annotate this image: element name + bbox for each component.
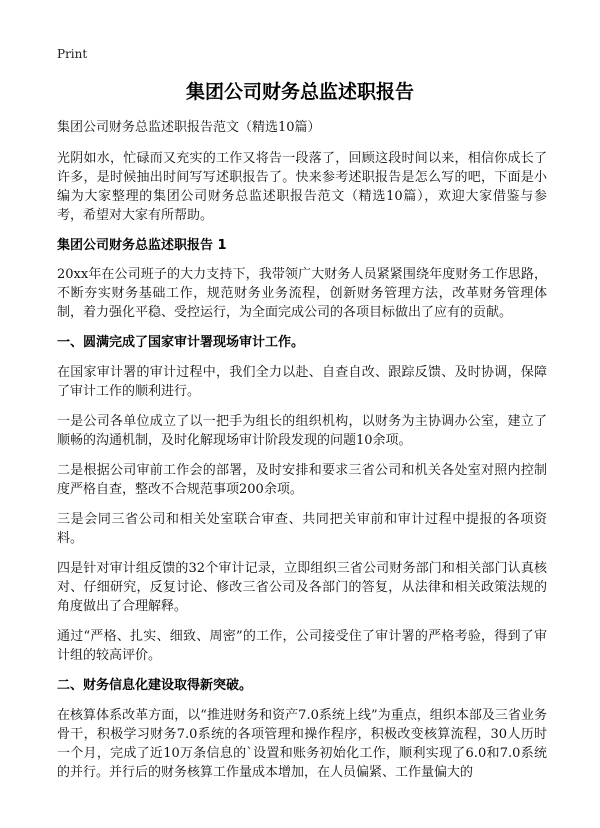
section2-paragraph: 在核算体系改革方面，以“推进财务和资产7.0系统上线”为重点，组织本部及三省业务骨干，积极学习财务7.0系统的各项管理和操作程序，积极改变核算流程，30人历时一个月，完成了近10万条信息的`设置和账务初始化工作，顺利实现了6.0和7.0系统的并行。并行后的财务核算工作量成本增加，在人员偏紧、工作量偏大的 <box>57 708 547 780</box>
section1-paragraph: 三是会同三省公司和相关处室联合审查、共同把关审前和审计过程中提报的各项资料。 <box>57 512 547 546</box>
print-link[interactable]: Print <box>57 47 88 61</box>
document-body <box>57 118 547 793</box>
section1-paragraph: 四是针对审计组反馈的32个审计记录，立即组织三省公司财务部门和相关部门认真核对、仔细研究，反复讨论、修改三省公司及各部门的答复，从法律和相关政策法规的角度做出了合理解释。 <box>57 561 547 614</box>
section1-paragraph: 一是公司各单位成立了以一把手为组长的组织机构，以财务为主协调办公室，建立了顺畅的沟通机制，及时化解现场审计阶段发现的问题10余项。 <box>57 414 547 448</box>
document-subtitle: 集团公司财务总监述职报告范文（精选10篇） <box>57 120 321 135</box>
report-heading: 集团公司财务总监述职报告 1 <box>57 238 227 253</box>
section-heading-informatization: 二、财务信息化建设取得新突破。 <box>57 678 253 693</box>
section1-paragraph: 通过“严格、扎实、细致、周密”的工作，公司接受住了审计署的严格考验，得到了审计组的较高评价。 <box>57 629 547 663</box>
section1-paragraph: 二是根据公司审前工作会的部署，及时安排和要求三省公司和机关各处室对照内控制度严格自查，整改不合规范事项200余项。 <box>57 463 547 497</box>
page-title: 集团公司财务总监述职报告 <box>185 81 414 103</box>
intro-paragraph: 光阴如水，忙碌而又充实的工作又将告一段落了，回顾这段时间以来，相信你成长了许多，是时候抽出时间写写述职报告了。快来参考述职报告是怎么写的吧，下面是小编为大家整理的集团公司财务总监述职报告范文（精选10篇），欢迎大家借鉴与参考，希望对大家有所帮助。 <box>57 151 547 223</box>
section1-paragraph: 在国家审计署的审计过程中，我们全力以赴、自查自改、跟踪反馈、及时协调，保障了审计工作的顺利进行。 <box>57 365 547 399</box>
opening-paragraph: 20xx年在公司班子的大力支持下，我带领广大财务人员紧紧围绕年度财务工作思路，不断夯实财务基础工作，规范财务业务流程，创新财务管理方法，改革财务管理体制，着力强化平稳、受控运行，为全面完成公司的各项目标做出了应有的贡献。 <box>57 267 547 320</box>
section-heading-audit: 一、圆满完成了国家审计署现场审计工作。 <box>57 335 305 350</box>
